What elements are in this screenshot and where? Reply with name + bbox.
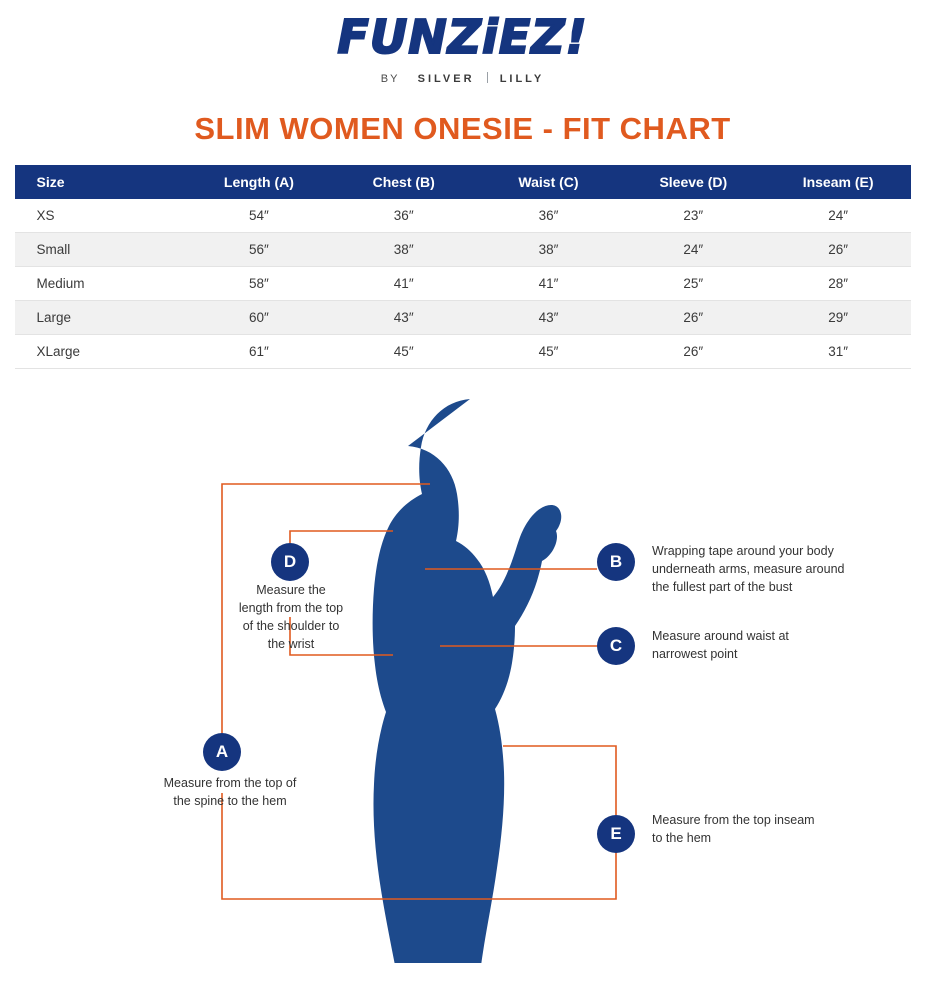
leader-line-e-bottom bbox=[500, 843, 616, 899]
column-header-length: Length (A) bbox=[187, 165, 332, 199]
callout-badge-e bbox=[597, 815, 635, 853]
cell-sleeve: 23″ bbox=[683, 208, 704, 223]
table-row bbox=[15, 267, 911, 301]
measurement-diagram bbox=[0, 383, 925, 963]
cell-sleeve: 26″ bbox=[683, 310, 704, 325]
logo-divider bbox=[487, 72, 488, 83]
logo-wordmark: FUNZiEZ! bbox=[337, 10, 588, 64]
cell-inseam: 31″ bbox=[828, 344, 848, 359]
logo-brand-right: LILLY bbox=[499, 73, 545, 85]
cell-waist: 43″ bbox=[538, 310, 559, 325]
cell-inseam: 26″ bbox=[828, 242, 848, 257]
logo-by-text: BY bbox=[380, 73, 400, 85]
callout-badge-c bbox=[597, 627, 635, 665]
cell-sleeve: 24″ bbox=[683, 242, 704, 257]
note-a-line-1: Measure from the top of bbox=[163, 776, 297, 790]
cell-waist: 36″ bbox=[538, 208, 559, 223]
callout-badge-a bbox=[203, 733, 241, 771]
cell-chest: 45″ bbox=[393, 344, 414, 359]
callout-label-a: A bbox=[215, 742, 229, 761]
callout-badge-d bbox=[271, 543, 309, 581]
note-d bbox=[222, 581, 360, 654]
cell-size: XLarge bbox=[36, 344, 81, 359]
note-b-line-1: Wrapping tape around your body bbox=[652, 544, 834, 558]
table-header-row bbox=[15, 165, 911, 199]
cell-inseam: 29″ bbox=[828, 310, 848, 325]
cell-length: 54″ bbox=[249, 208, 269, 223]
cell-inseam: 28″ bbox=[828, 276, 848, 291]
cell-size: Large bbox=[36, 310, 72, 325]
callout-label-b: B bbox=[609, 552, 623, 571]
cell-chest: 36″ bbox=[393, 208, 414, 223]
page-title: SLIM WOMEN ONESIE - FIT CHART bbox=[194, 111, 731, 146]
table-row bbox=[15, 233, 911, 267]
note-c-line-1: Measure around waist at bbox=[652, 629, 789, 643]
column-header-inseam: Inseam (E) bbox=[766, 165, 911, 199]
note-a bbox=[150, 774, 310, 810]
callout-badge-b bbox=[597, 543, 635, 581]
cell-size: Medium bbox=[36, 276, 85, 291]
fit-chart-table bbox=[15, 165, 911, 369]
cell-length: 60″ bbox=[249, 310, 269, 325]
note-e-line-2: to the hem bbox=[652, 831, 712, 846]
leader-line-e-top bbox=[503, 746, 616, 815]
callout-label-c: C bbox=[609, 636, 623, 655]
note-b bbox=[652, 542, 882, 596]
cell-chest: 41″ bbox=[393, 276, 414, 291]
note-d-line-1: Measure the bbox=[256, 583, 326, 597]
note-e bbox=[652, 811, 892, 847]
cell-waist: 38″ bbox=[538, 242, 559, 257]
note-e-line-1: Measure from the top inseam bbox=[652, 813, 815, 827]
logo-subtitle bbox=[0, 72, 925, 85]
cell-sleeve: 26″ bbox=[683, 344, 704, 359]
column-header-sleeve: Sleeve (D) bbox=[621, 165, 766, 199]
brand-logo bbox=[0, 0, 925, 85]
cell-chest: 38″ bbox=[393, 242, 414, 257]
cell-waist: 45″ bbox=[538, 344, 559, 359]
cell-size: XS bbox=[36, 208, 55, 223]
logo-brand-left: SILVER bbox=[417, 73, 475, 85]
note-c bbox=[652, 627, 862, 663]
column-header-waist: Waist (C) bbox=[476, 165, 621, 199]
cell-sleeve: 25″ bbox=[683, 276, 704, 291]
column-header-size: Size bbox=[15, 165, 187, 199]
cell-waist: 41″ bbox=[538, 276, 559, 291]
note-d-line-2: length from the top bbox=[238, 601, 344, 616]
table-row bbox=[15, 301, 911, 335]
cell-length: 61″ bbox=[249, 344, 269, 359]
cell-length: 56″ bbox=[249, 242, 269, 257]
note-b-line-3: the fullest part of the bust bbox=[652, 580, 793, 595]
note-c-line-2: narrowest point bbox=[652, 647, 738, 662]
callout-label-d: D bbox=[283, 552, 297, 571]
note-b-line-2: underneath arms, measure around bbox=[652, 562, 845, 577]
table-row bbox=[15, 199, 911, 233]
note-d-line-4: the wrist bbox=[267, 637, 315, 652]
cell-chest: 43″ bbox=[393, 310, 414, 325]
cell-length: 58″ bbox=[249, 276, 269, 291]
leader-line-d-top bbox=[290, 531, 393, 543]
callout-label-e: E bbox=[610, 824, 622, 843]
note-a-line-2: the spine to the hem bbox=[173, 794, 287, 809]
note-d-line-3: of the shoulder to bbox=[242, 619, 340, 634]
cell-inseam: 24″ bbox=[828, 208, 848, 223]
cell-size: Small bbox=[36, 242, 71, 257]
column-header-chest: Chest (B) bbox=[331, 165, 476, 199]
table-row bbox=[15, 335, 911, 369]
